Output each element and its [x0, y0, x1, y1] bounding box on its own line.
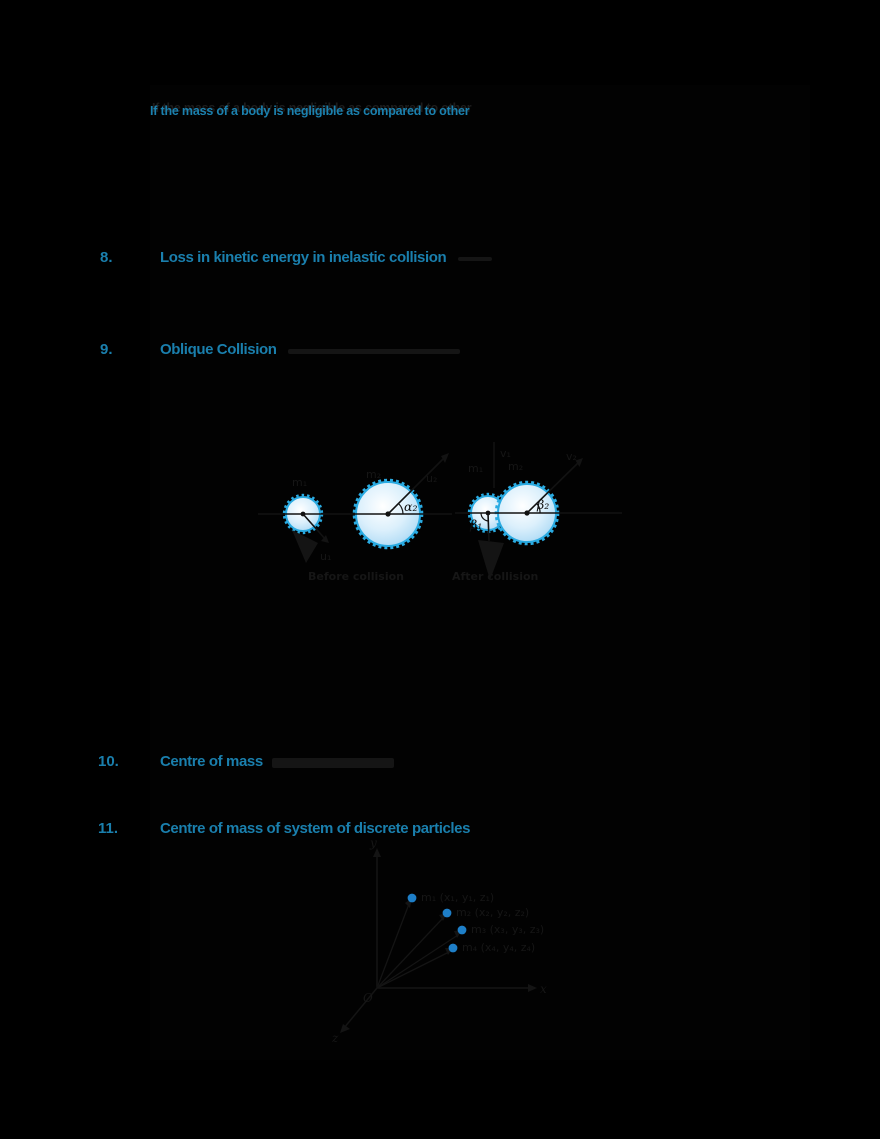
- z-axis-arrowhead: [340, 1024, 350, 1033]
- label-v1: v₁: [500, 447, 511, 460]
- particle-label-m4: m₄ (x₄, y₄, z₄): [462, 941, 536, 954]
- particle-dot-m3: [458, 926, 467, 935]
- centre-of-mass-diagram: [320, 835, 590, 1045]
- particle-label-m1: m₁ (x₁, y₁, z₁): [421, 891, 495, 904]
- origin-label: O: [363, 991, 373, 1005]
- y-axis-label: y: [370, 836, 377, 850]
- silhouette-wedge-before: [292, 530, 318, 563]
- section-title-oblique-collision: Oblique Collision: [160, 341, 277, 358]
- section-number-11: 11.: [98, 820, 119, 837]
- oblique-collision-diagram: [250, 425, 640, 595]
- particle-dot-m2: [443, 909, 452, 918]
- z-axis-label: z: [332, 1031, 339, 1045]
- highlight-note: If the mass of a body is negligible as compared to other: [150, 104, 470, 118]
- redacted-black-text: [458, 257, 492, 261]
- label-u1: u₁: [320, 550, 332, 563]
- x-axis-label: x: [540, 982, 547, 996]
- arrowhead-u2: [441, 453, 449, 463]
- caption-before-collision: Before collision: [308, 570, 404, 583]
- particle-label-m3: m₃ (x₃, y₃, z₃): [471, 923, 545, 936]
- label-beta2: β₂: [537, 497, 550, 512]
- section-number-9: 9.: [100, 341, 113, 358]
- section-title-centre-of-mass: Centre of mass: [160, 753, 263, 770]
- redacted-black-text: [272, 758, 394, 768]
- redacted-black-text: [288, 349, 460, 354]
- label-alpha2: α₂: [404, 499, 418, 514]
- label-m1-before: m₁: [292, 476, 308, 489]
- section-title-com-discrete-particles: Centre of mass of system of discrete particles: [160, 820, 471, 837]
- label-u2: u₂: [426, 472, 438, 485]
- label-m1-after: m₁: [468, 462, 484, 475]
- label-m2-before: m₂: [366, 468, 382, 481]
- particle-dot-m1: [408, 894, 417, 903]
- section-number-10: 10.: [98, 753, 119, 770]
- label-m2-after: m₂: [508, 460, 524, 473]
- section-title-loss-in-ke: Loss in kinetic energy in inelastic collision: [160, 249, 447, 266]
- label-v2: v₂: [566, 450, 577, 463]
- caption-after-collision: After collision: [452, 570, 539, 583]
- x-axis-arrowhead: [528, 984, 537, 992]
- label-beta1: β₁: [470, 517, 483, 532]
- particle-label-m2: m₂ (x₂, y₂, z₂): [456, 906, 530, 919]
- section-number-8: 8.: [100, 249, 113, 266]
- particle-dot-m4: [449, 944, 458, 953]
